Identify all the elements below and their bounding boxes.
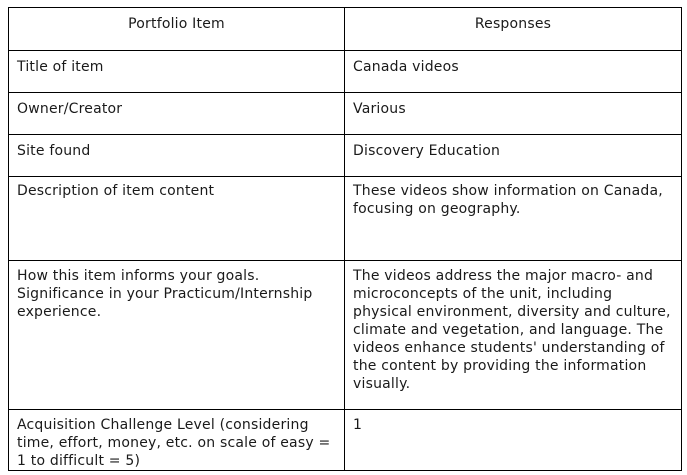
row-response: Discovery Education — [345, 135, 682, 177]
row-response: Canada videos — [345, 51, 682, 93]
table-row — [9, 177, 682, 261]
row-label: Acquisition Challenge Level (considering time, effort, money, etc. on scale of easy = 1 to difficult = 5) — [9, 410, 345, 471]
table-row — [9, 135, 682, 177]
portfolio-table — [8, 7, 682, 471]
row-label: Owner/Creator — [9, 93, 345, 135]
row-response: Various — [345, 93, 682, 135]
row-response: These videos show information on Canada, focusing on geography. — [345, 177, 682, 261]
column-header-responses: Responses — [345, 8, 682, 51]
table-row — [9, 410, 682, 471]
table-row — [9, 51, 682, 93]
row-label: Description of item content — [9, 177, 345, 261]
row-label: Title of item — [9, 51, 345, 93]
row-response: The videos address the major macro- and microconcepts of the unit, including physical environment, diversity and culture, climate and vegetation, and language. The videos enhance students' understanding of the content by providing the information visually. — [345, 261, 682, 410]
column-header-portfolio-item: Portfolio Item — [9, 8, 345, 51]
table-row — [9, 93, 682, 135]
table-header-row — [9, 8, 682, 51]
row-label: Site found — [9, 135, 345, 177]
row-response: 1 — [345, 410, 682, 471]
row-label: How this item informs your goals. Significance in your Practicum/Internship experience. — [9, 261, 345, 410]
table-row — [9, 261, 682, 410]
